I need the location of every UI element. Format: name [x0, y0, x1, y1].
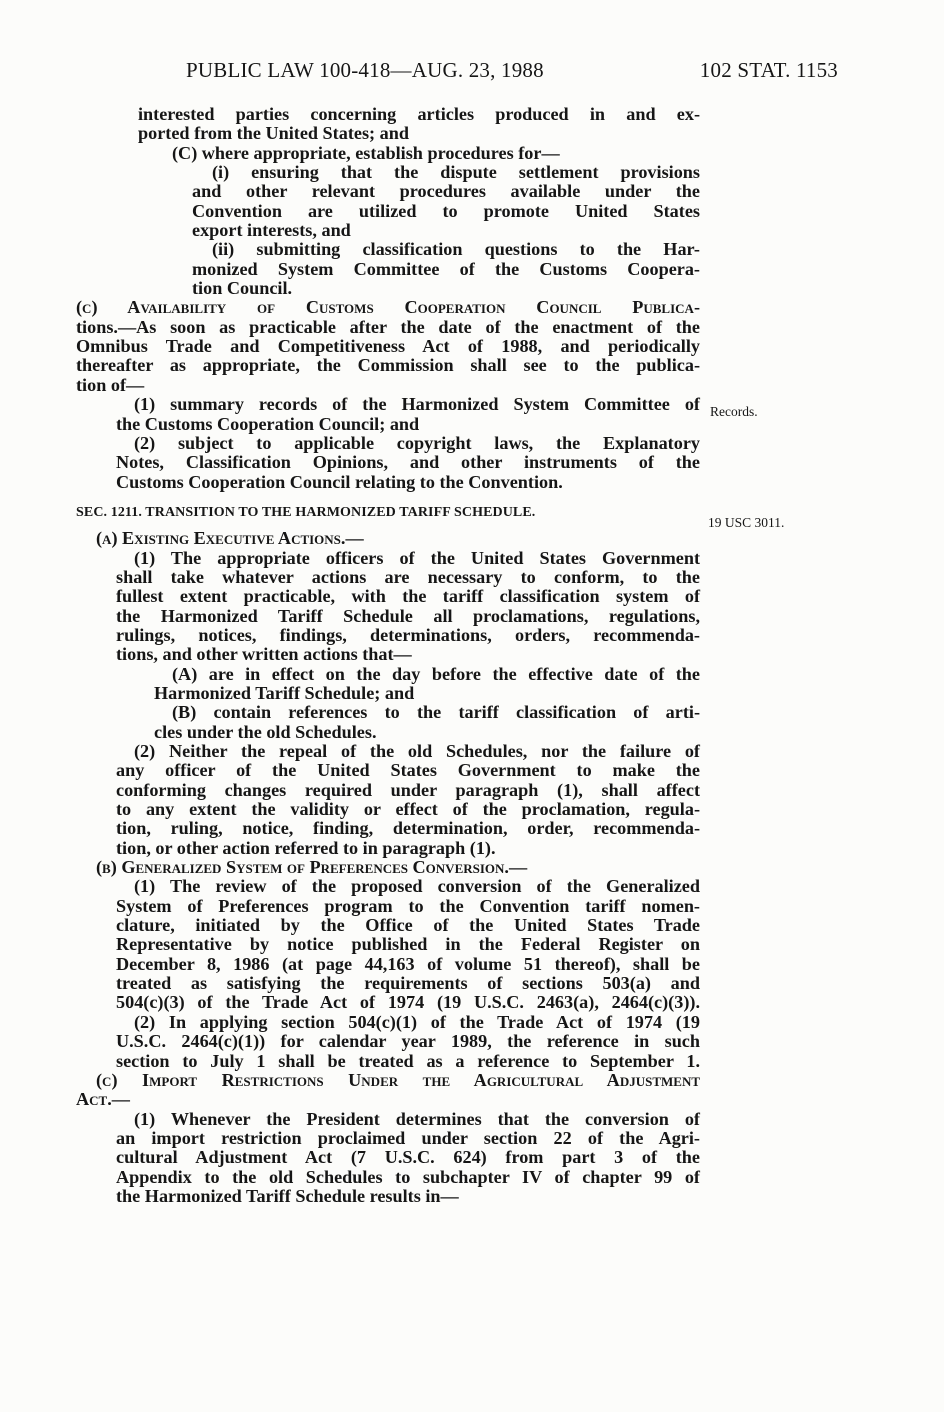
text-line: any officer of the United States Government to make the [116, 760, 700, 781]
text-line: an import restriction proclaimed under section 22 of the Agri- [116, 1127, 700, 1148]
text-line: Notes, Classification Opinions, and other instruments of the [116, 452, 700, 473]
text-line: (1) Whenever the President determines that the conversion of [134, 1108, 700, 1129]
text-line: monized System Committee of the Customs Coopera- [192, 258, 700, 279]
text-line: Customs Cooperation Council relating to the Convention. [116, 471, 563, 492]
subsection-heading-c: (c) Availability of Customs Cooperation Council Publica- [76, 297, 700, 318]
text-line: Convention are utilized to promote United States [192, 200, 700, 221]
text-line: tion, or other action referred to in paragraph (1). [116, 837, 496, 858]
text-line: cles under the old Schedules. [154, 721, 377, 742]
text-line: thereafter as appropriate, the Commission shall see to the publica- [76, 355, 700, 376]
subsection-heading-b: (b) Generalized System of Preferences Conversion.— [96, 857, 528, 878]
text-line: treated as satisfying the requirements of sections 503(a) and [116, 973, 700, 994]
text-line: Harmonized Tariff Schedule; and [154, 682, 415, 703]
running-head [186, 58, 838, 90]
text-line: cultural Adjustment Act (7 U.S.C. 624) from part 3 of the [116, 1147, 700, 1168]
text-line: Representative by notice published in the Federal Register on [116, 934, 700, 955]
text-line: tions.—As soon as practicable after the date of the enactment of the [76, 316, 700, 337]
text-line: 504(c)(3) of the Trade Act of 1974 (19 U.S.C. 2463(a), 2464(c)(3)). [116, 992, 700, 1013]
text-line: (B) contain references to the tariff classification of arti- [172, 702, 700, 723]
text-line: Omnibus Trade and Competitiveness Act of 1988, and periodically [76, 336, 700, 357]
text-line: (i) ensuring that the dispute settlement provisions [212, 162, 700, 183]
text-line: (1) The appropriate officers of the United States Government [134, 547, 700, 568]
text-line: clature, initiated by the Office of the United States Trade [116, 915, 700, 936]
text-line: rulings, notices, findings, determinations, orders, recommenda- [116, 624, 700, 645]
text-line: tion of— [76, 374, 145, 395]
subsection-heading-a: (a) Existing Executive Actions.— [96, 528, 364, 549]
margin-note-records: Records. [710, 404, 758, 419]
text-line: and other relevant procedures available under the [192, 181, 700, 202]
text-line: tions, and other written actions that— [116, 644, 412, 665]
text-line: fullest extent practicable, with the tariff classification system of [116, 586, 700, 607]
subsection-heading-c2: (c) Import Restrictions Under the Agricultural Adjustment [96, 1069, 700, 1090]
text-line: conforming changes required under paragraph (1), shall affect [116, 779, 700, 800]
text-line: the Harmonized Tariff Schedule results in— [116, 1185, 459, 1206]
statute-body [76, 105, 700, 1206]
text-line: (ii) submitting classification questions to the Har- [212, 239, 700, 260]
text-line: Act.— [76, 1089, 130, 1110]
text-line: shall take whatever actions are necessary to conform, to the [116, 566, 700, 587]
running-head-page-number: 102 STAT. 1153 [699, 58, 838, 82]
text-line: (C) where appropriate, establish procedures for— [172, 142, 560, 163]
text-line: (A) are in effect on the day before the effective date of the [172, 663, 700, 684]
text-line: ported from the United States; and [138, 123, 409, 144]
text-line: (2) Neither the repeal of the old Schedules, nor the failure of [134, 741, 700, 761]
text-line: interested parties concerning articles produced in and ex- [138, 104, 700, 124]
section-heading: SEC. 1211. TRANSITION TO THE HARMONIZED TARIFF SCHEDULE. [76, 504, 536, 520]
text-line: System of Preferences program to the Convention tariff nomen- [116, 895, 700, 916]
text-line: Appendix to the old Schedules to subchapter IV of chapter 99 of [116, 1166, 700, 1187]
text-line: (1) summary records of the Harmonized System Committee of [134, 394, 700, 415]
text-line: U.S.C. 2464(c)(1)) for calendar year 1989, the reference in such [116, 1031, 700, 1052]
text-line: section to July 1 shall be treated as a reference to September 1. [116, 1050, 700, 1071]
text-line: (2) subject to applicable copyright laws, the Explanatory [134, 432, 700, 453]
text-line: tion, ruling, notice, finding, determination, order, recommenda- [116, 818, 700, 839]
text-line: the Customs Cooperation Council; and [116, 413, 420, 434]
text-line: (1) The review of the proposed conversion of the Generalized [134, 876, 700, 897]
text-line: the Harmonized Tariff Schedule all proclamations, regulations, [116, 605, 700, 626]
text-line: export interests, and [192, 220, 351, 241]
text-line: (2) In applying section 504(c)(1) of the Trade Act of 1974 (19 [134, 1011, 700, 1032]
text-line: tion Council. [192, 278, 293, 299]
text-line: to any extent the validity or effect of the proclamation, regula- [116, 799, 700, 820]
text-line: December 8, 1986 (at page 44,163 of volume 51 thereof), shall be [116, 953, 700, 974]
margin-note-usc-citation: 19 USC 3011. [708, 515, 785, 530]
running-head-citation: PUBLIC LAW 100-418—AUG. 23, 1988 [186, 58, 544, 82]
